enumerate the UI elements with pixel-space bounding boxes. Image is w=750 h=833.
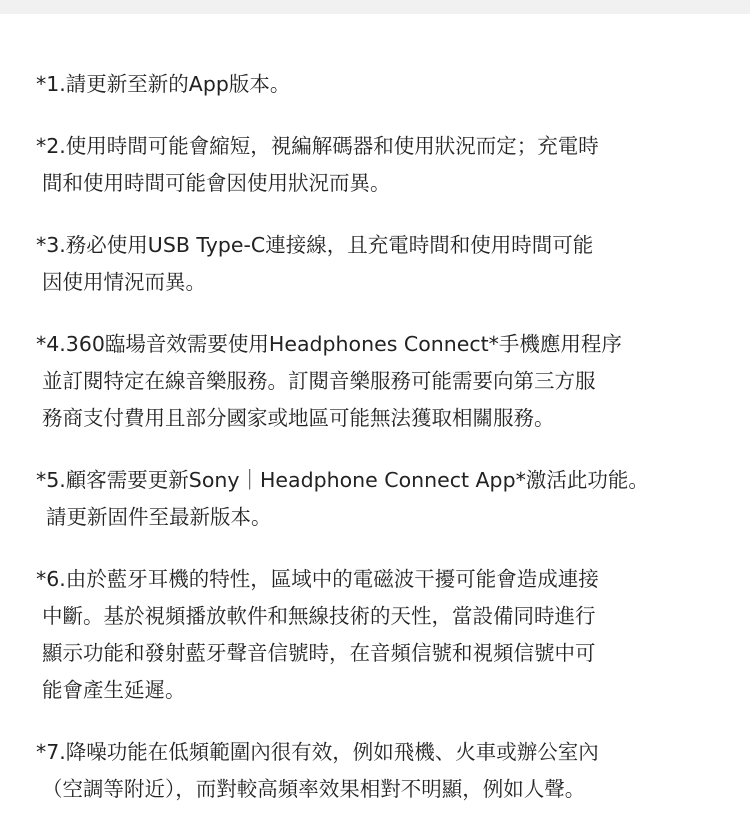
footnote-3 [0, 227, 750, 301]
footnote-5-line-2: 請更新固件至最新版本。 [46, 505, 272, 529]
footnote-6-line-2: 中斷。基於視頻播放軟件和無線技術的天性，當設備同時進行 [42, 604, 596, 628]
footnote-4-line-2: 並訂閱特定在線音樂服務。訂閱音樂服務可能需要向第三方服 [42, 369, 596, 393]
top-band [0, 0, 750, 14]
footnote-6-line-4: 能會產生延遲。 [42, 678, 186, 702]
footnote-3-line-2: 因使用情況而異。 [42, 270, 206, 294]
footnote-1-line-1: *1.請更新至新的App版本。 [36, 72, 291, 96]
footnote-4 [0, 326, 750, 437]
footnote-5-line-1: *5.顧客需要更新Sony｜Headphone Connect App*激活此功能。 [36, 468, 649, 492]
footnote-7 [0, 734, 750, 808]
footnote-2-line-2: 間和使用時間可能會因使用狀況而異。 [42, 171, 391, 195]
footnote-2-line-1: *2.使用時間可能會縮短，視編解碼器和使用狀況而定；充電時 [36, 134, 599, 158]
footnote-6-line-1: *6.由於藍牙耳機的特性，區域中的電磁波干擾可能會造成連接 [36, 567, 599, 591]
footnote-1 [0, 66, 750, 103]
footnote-4-line-1: *4.360臨場音效需要使用Headphones Connect*手機應用程序 [36, 332, 622, 356]
footnotes-list [0, 66, 750, 833]
footnote-3-line-1: *3.務必使用USB Type-C連接線，且充電時間和使用時間可能 [36, 233, 594, 257]
footnote-5 [0, 462, 750, 536]
footnote-2 [0, 128, 750, 202]
footnote-4-line-3: 務商支付費用且部分國家或地區可能無法獲取相關服務。 [42, 406, 555, 430]
footnote-7-line-1: *7.降噪功能在低頻範圍內很有效，例如飛機、火車或辦公室內 [36, 740, 599, 764]
footnote-7-line-2: （空調等附近），而對較高頻率效果相對不明顯，例如人聲。 [42, 777, 586, 801]
footnote-6 [0, 561, 750, 709]
footnote-6-line-3: 顯示功能和發射藍牙聲音信號時，在音頻信號和視頻信號中可 [42, 641, 596, 665]
